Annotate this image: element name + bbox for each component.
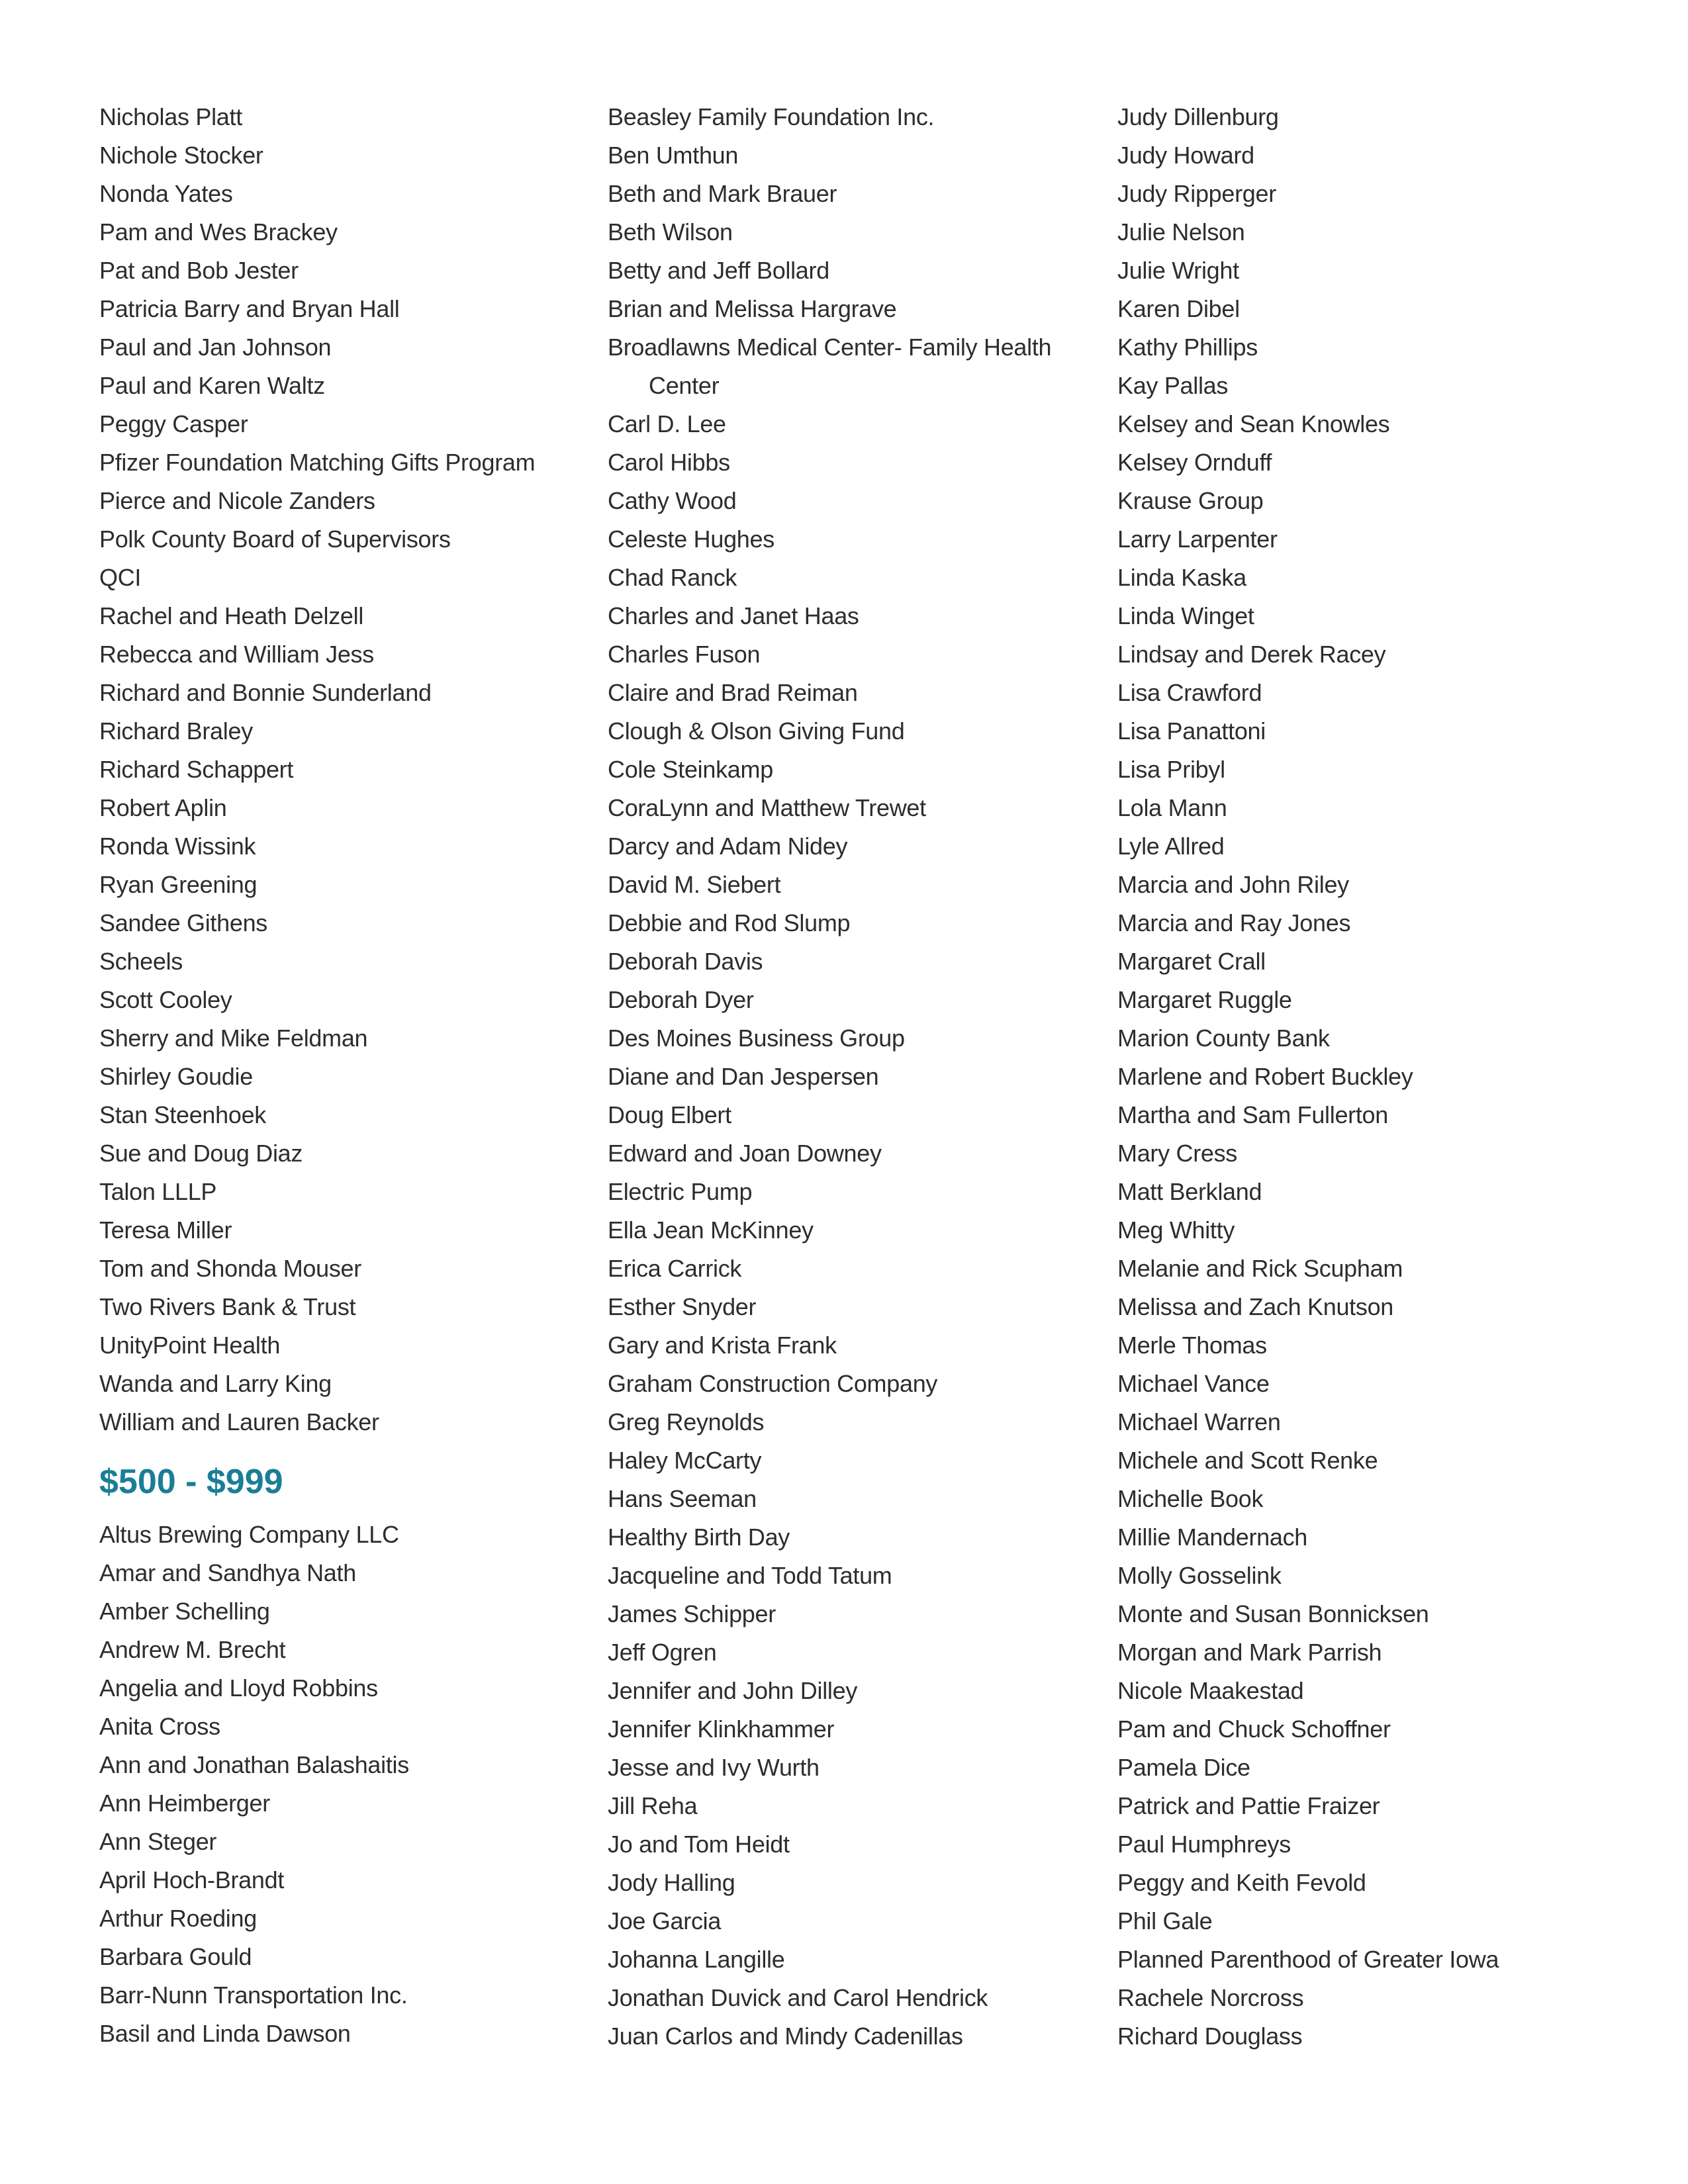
donor-name: Edward and Joan Downey: [608, 1140, 882, 1167]
donor-name: James Schipper: [608, 1600, 776, 1627]
donor-name: Michael Vance: [1117, 1370, 1270, 1397]
donor-name: Paul and Karen Waltz: [99, 372, 325, 399]
donor-name: Carl D. Lee: [608, 410, 726, 437]
donor-name: Marcia and Ray Jones: [1117, 909, 1351, 936]
donor-name: Darcy and Adam Nidey: [608, 833, 848, 860]
donor-name: Merle Thomas: [1117, 1332, 1267, 1359]
donor-name: Lisa Crawford: [1117, 679, 1262, 706]
donor-name: Pamela Dice: [1117, 1754, 1250, 1781]
donor-name: Meg Whitty: [1117, 1216, 1235, 1244]
donor-name: Patrick and Pattie Fraizer: [1117, 1792, 1380, 1819]
donor-name: Judy Ripperger: [1117, 180, 1276, 207]
donor-name: CoraLynn and Matthew Trewet: [608, 794, 926, 821]
donor-name: QCI: [99, 564, 142, 591]
donor-name: Melanie and Rick Scupham: [1117, 1255, 1403, 1282]
donor-name: Debbie and Rod Slump: [608, 909, 851, 936]
donor-name: Des Moines Business Group: [608, 1024, 905, 1052]
donor-name: Krause Group: [1117, 487, 1264, 514]
donor-column-2: [608, 98, 1107, 2056]
donor-name: Esther Snyder: [608, 1293, 757, 1320]
donor-column-3: [1117, 98, 1587, 2056]
donor-name: Ryan Greening: [99, 871, 258, 898]
donor-name: Claire and Brad Reiman: [608, 679, 858, 706]
donor-name: Deborah Davis: [608, 948, 763, 975]
donor-name: Richard and Bonnie Sunderland: [99, 679, 432, 706]
donor-name: Tom and Shonda Mouser: [99, 1255, 361, 1282]
donor-name: Kathy Phillips: [1117, 334, 1258, 361]
donor-name: Charles Fuson: [608, 641, 761, 668]
donor-name: Ronda Wissink: [99, 833, 256, 860]
donor-name: Rachele Norcross: [1117, 1984, 1304, 2011]
donor-name: Cathy Wood: [608, 487, 737, 514]
donor-name: Gary and Krista Frank: [608, 1332, 837, 1359]
donor-name: Lola Mann: [1117, 794, 1227, 821]
donor-name: Jeff Ogren: [608, 1639, 717, 1666]
donor-name: Hans Seeman: [608, 1485, 757, 1512]
donor-name: David M. Siebert: [608, 871, 781, 898]
donor-name: Michelle Book: [1117, 1485, 1264, 1512]
donor-name: Kay Pallas: [1117, 372, 1229, 399]
donor-name: Betty and Jeff Bollard: [608, 257, 829, 284]
donor-name: Nicholas Platt: [99, 103, 242, 130]
donor-name: Matt Berkland: [1117, 1178, 1262, 1205]
donor-name: Margaret Crall: [1117, 948, 1266, 975]
donor-name: Sue and Doug Diaz: [99, 1140, 303, 1167]
donor-name: Beth and Mark Brauer: [608, 180, 837, 207]
donor-name: Barbara Gould: [99, 1943, 252, 1970]
donor-name: Beth Wilson: [608, 218, 733, 246]
donor-name: Paul and Jan Johnson: [99, 334, 332, 361]
donor-name: Joe Garcia: [608, 1907, 722, 1934]
donor-name: Haley McCarty: [608, 1447, 762, 1474]
donor-name: Pam and Wes Brackey: [99, 218, 338, 246]
donor-name: Chad Ranck: [608, 564, 737, 591]
donor-name: Richard Douglass: [1117, 2023, 1303, 2050]
donor-name: Kelsey Ornduff: [1117, 449, 1272, 476]
donor-name: Healthy Birth Day: [608, 1524, 790, 1551]
donor-name: Amar and Sandhya Nath: [99, 1559, 356, 1586]
donor-name: Lindsay and Derek Racey: [1117, 641, 1386, 668]
donor-name: Pfizer Foundation Matching Gifts Program: [99, 449, 536, 476]
donor-name: Rebecca and William Jess: [99, 641, 374, 668]
donor-name: Broadlawns Medical Center- Family Health Center: [608, 334, 1052, 399]
donor-name: William and Lauren Backer: [99, 1408, 379, 1435]
donor-name: Jesse and Ivy Wurth: [608, 1754, 820, 1781]
donor-name: Pat and Bob Jester: [99, 257, 299, 284]
donor-name: Marlene and Robert Buckley: [1117, 1063, 1413, 1090]
donor-name: Pierce and Nicole Zanders: [99, 487, 375, 514]
donor-name: Lisa Panattoni: [1117, 717, 1266, 745]
donor-name: Planned Parenthood of Greater Iowa: [1117, 1946, 1499, 1973]
donor-name: Nonda Yates: [99, 180, 233, 207]
donor-name: Two Rivers Bank & Trust: [99, 1293, 356, 1320]
donor-name: Judy Dillenburg: [1117, 103, 1279, 130]
donor-name: Michael Warren: [1117, 1408, 1281, 1435]
donor-name: Phil Gale: [1117, 1907, 1213, 1934]
donor-name: Marion County Bank: [1117, 1024, 1330, 1052]
donor-name: Larry Larpenter: [1117, 525, 1278, 553]
donor-name: Rachel and Heath Delzell: [99, 602, 364, 629]
donor-name: Ella Jean McKinney: [608, 1216, 814, 1244]
donor-name: Richard Braley: [99, 717, 253, 745]
donor-name: Electric Pump: [608, 1178, 753, 1205]
donor-name: Ann and Jonathan Balashaitis: [99, 1751, 409, 1778]
donor-name: Arthur Roeding: [99, 1905, 257, 1932]
donor-name: Johanna Langille: [608, 1946, 785, 1973]
donor-name: Karen Dibel: [1117, 295, 1240, 322]
tier-heading: $500 - $999: [99, 1463, 283, 1501]
donor-name: Altus Brewing Company LLC: [99, 1521, 399, 1548]
donor-name: Andrew M. Brecht: [99, 1636, 286, 1663]
donor-name: Robert Aplin: [99, 794, 227, 821]
donor-name: Julie Nelson: [1117, 218, 1245, 246]
donor-name: Basil and Linda Dawson: [99, 2020, 351, 2047]
donor-name: Martha and Sam Fullerton: [1117, 1101, 1388, 1128]
donor-name: Paul Humphreys: [1117, 1831, 1291, 1858]
donor-name: Erica Carrick: [608, 1255, 742, 1282]
donor-name: Jennifer and John Dilley: [608, 1677, 858, 1704]
donor-name: UnityPoint Health: [99, 1332, 281, 1359]
donor-name: Angelia and Lloyd Robbins: [99, 1674, 378, 1702]
donor-name: Lyle Allred: [1117, 833, 1225, 860]
donor-name: Sherry and Mike Feldman: [99, 1024, 368, 1052]
donor-column-1: [99, 98, 596, 2053]
donor-name: Nicole Maakestad: [1117, 1677, 1304, 1704]
donor-name: Ann Steger: [99, 1828, 217, 1855]
donor-name: April Hoch-Brandt: [99, 1866, 285, 1893]
donor-name: Mary Cress: [1117, 1140, 1238, 1167]
donor-name: Wanda and Larry King: [99, 1370, 332, 1397]
donor-name: Jill Reha: [608, 1792, 698, 1819]
donor-name: Anita Cross: [99, 1713, 220, 1740]
donor-name: Jacqueline and Todd Tatum: [608, 1562, 892, 1589]
donor-name: Lisa Pribyl: [1117, 756, 1225, 783]
donor-name: Richard Schappert: [99, 756, 294, 783]
donor-name: Beasley Family Foundation Inc.: [608, 103, 935, 130]
donor-name: Millie Mandernach: [1117, 1524, 1308, 1551]
donor-name: Barr-Nunn Transportation Inc.: [99, 1981, 408, 2009]
donor-name: Deborah Dyer: [608, 986, 754, 1013]
donor-name: Margaret Ruggle: [1117, 986, 1292, 1013]
donor-name: Nichole Stocker: [99, 142, 263, 169]
donor-name: Pam and Chuck Schoffner: [1117, 1715, 1391, 1743]
donor-name: Patricia Barry and Bryan Hall: [99, 295, 400, 322]
donor-name: Charles and Janet Haas: [608, 602, 859, 629]
donor-name: Melissa and Zach Knutson: [1117, 1293, 1394, 1320]
donor-name: Graham Construction Company: [608, 1370, 938, 1397]
donor-name: Peggy and Keith Fevold: [1117, 1869, 1366, 1896]
donor-name: Diane and Dan Jespersen: [608, 1063, 879, 1090]
donor-name: Teresa Miller: [99, 1216, 232, 1244]
donor-name: Stan Steenhoek: [99, 1101, 267, 1128]
donor-name: Morgan and Mark Parrish: [1117, 1639, 1382, 1666]
donor-name: Jody Halling: [608, 1869, 735, 1896]
donor-name: Ann Heimberger: [99, 1790, 270, 1817]
donor-name: Jennifer Klinkhammer: [608, 1715, 835, 1743]
donor-name: Amber Schelling: [99, 1598, 270, 1625]
donor-name: Linda Kaska: [1117, 564, 1246, 591]
donor-name: Sandee Githens: [99, 909, 267, 936]
donor-name: Julie Wright: [1117, 257, 1239, 284]
donor-name: Linda Winget: [1117, 602, 1254, 629]
donor-name: Celeste Hughes: [608, 525, 774, 553]
donor-name: Ben Umthun: [608, 142, 739, 169]
donor-name: Greg Reynolds: [608, 1408, 765, 1435]
donor-name: Jo and Tom Heidt: [608, 1831, 790, 1858]
donor-name: Polk County Board of Supervisors: [99, 525, 451, 553]
donor-name: Jonathan Duvick and Carol Hendrick: [608, 1984, 988, 2011]
donor-name: Monte and Susan Bonnicksen: [1117, 1600, 1429, 1627]
donor-name: Scheels: [99, 948, 183, 975]
donor-name: Molly Gosselink: [1117, 1562, 1282, 1589]
donor-name: Carol Hibbs: [608, 449, 730, 476]
donor-name: Brian and Melissa Hargrave: [608, 295, 897, 322]
donor-name: Doug Elbert: [608, 1101, 731, 1128]
donor-name: Peggy Casper: [99, 410, 248, 437]
donor-name: Talon LLLP: [99, 1178, 217, 1205]
donor-name: Shirley Goudie: [99, 1063, 253, 1090]
donor-name: Juan Carlos and Mindy Cadenillas: [608, 2023, 963, 2050]
donor-name: Michele and Scott Renke: [1117, 1447, 1378, 1474]
donor-name: Clough & Olson Giving Fund: [608, 717, 905, 745]
donor-name: Kelsey and Sean Knowles: [1117, 410, 1390, 437]
donor-name: Marcia and John Riley: [1117, 871, 1349, 898]
donor-name: Scott Cooley: [99, 986, 232, 1013]
donor-name: Judy Howard: [1117, 142, 1254, 169]
donor-name: Cole Steinkamp: [608, 756, 773, 783]
